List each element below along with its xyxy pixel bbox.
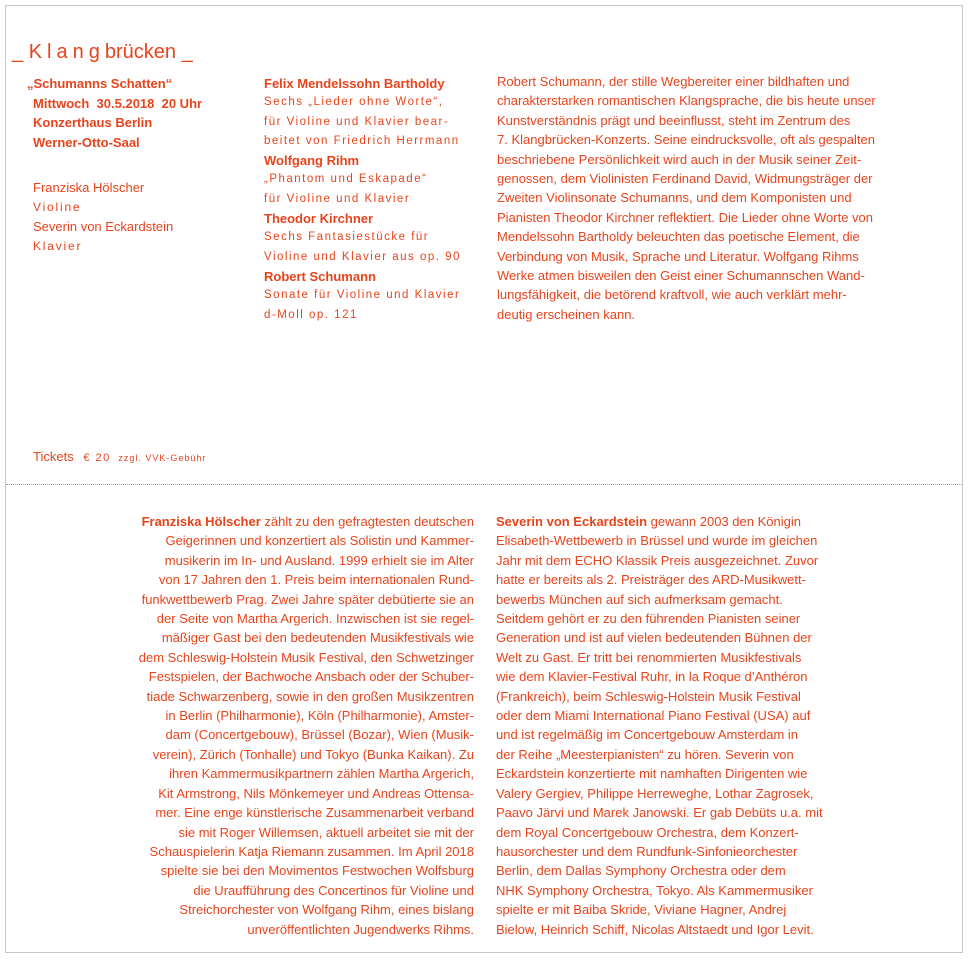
bio-line: NHK Symphony Orchestra, Tokyo. Als Kammermusiker	[496, 882, 813, 898]
intro-line: Pianisten Theodor Kirchner reflektiert. Die Lieder ohne Worte von	[497, 209, 873, 225]
bio-line: mer. Eine enge künstlerische Zusammenarbeit verband	[155, 805, 474, 821]
bio-line: Welt zu Gast. Er tritt bei renommierten Musikfestivals	[496, 649, 802, 665]
bio-line: Seitdem gehört er zu den führenden Pianisten seiner	[496, 611, 801, 627]
bio-line: und ist regelmäßig im Concertgebouw Amsterdam in	[496, 727, 799, 743]
bio-line: dem Schleswig-Holstein Musik Festival, den Schwetzinger	[138, 649, 474, 665]
intro-line: Verbindung von Musik, Sprache und Literatur. Wolfgang Rihms	[497, 248, 859, 264]
bio-line: Valery Gergiev, Philippe Herreweghe, Lothar Zagrosek,	[496, 785, 814, 801]
flyer-page	[5, 5, 963, 953]
tickets-info	[33, 448, 206, 467]
event-title: „Schumanns Schatten“	[27, 76, 173, 91]
bio-line: mäßiger Gast bei den bedeutenden Musikfestivals wie	[161, 630, 474, 646]
bio-hoelscher	[132, 512, 474, 939]
bio-line: wie dem Klavier-Festival Ruhr, in la Roque d’Anthéron	[496, 669, 808, 685]
intro-line: Mendelssohn Bartholdy beleuchten das poetische Element, die	[497, 229, 860, 245]
bio-line: spielte er mit Baiba Skride, Viviane Hagner, Andrej	[496, 902, 787, 918]
logo-bruecken: brücken	[104, 41, 176, 63]
event-date: Mittwoch 30.5.2018 20 Uhr	[33, 95, 203, 111]
program-work-line: Sechs „Lieder ohne Worte“,	[264, 96, 444, 109]
bio-line: spielte sie bei den Movimentos Festwochen Wolfsburg	[160, 863, 474, 879]
event-venue: Konzerthaus Berlin	[33, 115, 153, 130]
program-work-line: Sonate für Violine und Klavier	[264, 289, 461, 302]
logo-dash-left: _	[12, 41, 24, 63]
bio-line: gewann 2003 den Königin	[647, 514, 801, 529]
intro-line: 7. Klangbrücken-Konzerts. Seine eindrucksvolle, oft als gespalten	[497, 132, 875, 148]
performer-instrument: Klavier	[33, 238, 83, 253]
intro-line: Robert Schumann, der stille Wegbereiter einer bildhaften und	[497, 74, 850, 89]
dotted-divider	[6, 484, 962, 485]
intro-line: charakterstarken romantischen Klangsprache, die bis heute unser	[497, 93, 876, 109]
program-composer: Robert Schumann	[264, 268, 376, 284]
program-composer: Theodor Kirchner	[264, 211, 374, 227]
intro-line: deutig erscheinen kann.	[497, 306, 636, 322]
program-work-line: d-Moll op. 121	[264, 308, 358, 321]
bio-line: Berlin, dem Dallas Symphony Orchestra oder dem	[496, 863, 786, 879]
bio-line: dam (Concertgebouw), Brüssel (Bozar), Wien (Musik-	[165, 727, 474, 743]
intro-text	[497, 72, 917, 324]
ticket-price: € 20	[83, 452, 111, 464]
bio-line: Eckardstein konzertierte mit namhaften Dirigenten wie	[496, 766, 808, 782]
bio-line: Jahr mit dem ECHO Klassik Preis ausgezeichnet. Zuvor	[496, 552, 819, 568]
bio-line: ihren Kammermusikpartnern zählen Martha Argerich,	[169, 766, 474, 782]
bio-line: Kit Armstrong, Nils Mönkemeyer und Andreas Ottensa-	[158, 785, 474, 801]
bio-line: Paavo Järvi und Marek Janowski. Er gab Debüts u.a. mit	[496, 805, 823, 821]
program-work-line: „Phantom und Eskapade“	[264, 173, 428, 186]
bio-first-line	[132, 512, 474, 531]
bio-line: in Berlin (Philharmonie), Köln (Philharmonie), Amster-	[165, 708, 474, 724]
bio-line: dem Royal Concertgebouw Orchestra, dem Konzert-	[496, 824, 799, 840]
event-hall: Werner-Otto-Saal	[33, 134, 140, 150]
performer-name: Franziska Hölscher	[33, 180, 145, 195]
performers-list	[33, 178, 253, 256]
performer-instrument: Violine	[33, 199, 82, 214]
intro-line: Kunstverständnis prägt und beeinflusst, steht im Zentrum des	[497, 112, 851, 128]
performer-name: Severin von Eckardstein	[33, 219, 174, 234]
bio-line: die Uraufführung des Concertinos für Violine und	[193, 882, 474, 898]
bio-line: Schauspielerin Katja Riemann zusammen. Im April 2018	[149, 843, 474, 859]
program-work-line: Violine und Klavier aus op. 90	[264, 250, 461, 263]
program-composer: Wolfgang Rihm	[264, 153, 360, 169]
bio-line: hatte er bereits als 2. Preisträger des ARD-Musikwett-	[496, 572, 806, 588]
bio-line: Streichorchester von Wolfgang Rihm, eines bislang	[179, 902, 474, 918]
bio-line: verein), Zürich (Tonhalle) und Tokyo (Bunka Kaikan). Zu	[152, 746, 474, 762]
intro-line: genossen, dem Violinisten Ferdinand David, Widmungsträger der	[497, 171, 873, 187]
bio-line: Geigerinnen und konzertiert als Solistin und Kammer-	[165, 533, 474, 549]
bio-line: von 17 Jahren den 1. Preis beim internationalen Rund-	[158, 572, 474, 588]
program-work-line: für Violine und Klavier	[264, 192, 411, 205]
bio-line: sie mit Roger Willemsen, aktuell arbeitet sie mit der	[178, 824, 474, 840]
bio-line: der Reihe „Meesterpianisten“ zu hören. Severin von	[496, 746, 794, 762]
bio-name: Severin von Eckardstein	[496, 514, 648, 529]
bio-name: Franziska Hölscher	[141, 514, 261, 529]
intro-line: beschriebene Persönlichkeit wird auch in der Musik seiner Zeit-	[497, 151, 862, 167]
bio-line: funkwettbewerb Prag. Zwei Jahre später debütierte sie an	[141, 591, 474, 607]
bio-line: der Seite von Martha Argerich. Inzwischen ist sie regel-	[156, 611, 474, 627]
logo-dash-right: _	[181, 41, 193, 63]
ticket-fee: zzgl. VVK-Gebühr	[118, 453, 207, 463]
bio-line: zählt zu den gefragtesten deutschen	[260, 514, 474, 529]
intro-line: Werke atmen bisweilen den Geist einer Schumannschen Wand-	[497, 268, 865, 284]
intro-line: Zweiten Violinsonate Schumanns, und dem Komponisten und	[497, 190, 852, 206]
bio-line: Bielow, Heinrich Schiff, Nicolas Altstaedt und Igor Levit.	[496, 921, 814, 937]
bio-line: musikerin im In- und Ausland. 1999 erhielt sie im Alter	[164, 552, 474, 568]
bio-line: (Frankreich), beim Schleswig-Holstein Musik Festival	[496, 688, 801, 704]
bio-line: hausorchester und dem Rundfunk-Sinfonieorchester	[496, 843, 798, 859]
klangbruecken-logo	[12, 40, 193, 64]
bio-first-line	[496, 512, 830, 531]
program-list	[264, 74, 484, 325]
logo-klang: Klang	[28, 41, 105, 63]
bio-line: tiade Schwarzenberg, sowie in den großen Musikzentren	[146, 688, 474, 704]
program-work-line: für Violine und Klavier bear-	[264, 115, 450, 128]
program-work-line: beitet von Friedrich Herrmann	[264, 134, 460, 147]
bio-line: Festspielen, der Bachwoche Ansbach oder der Schuber-	[148, 669, 474, 685]
tickets-label: Tickets	[33, 449, 74, 464]
intro-line: lungsfähigkeit, die betörend kraftvoll, wie auch verklärt mehr-	[497, 287, 847, 303]
bio-line: Elisabeth-Wettbewerb in Brüssel und wurde im gleichen	[496, 533, 818, 549]
program-work-line: Sechs Fantasiestücke für	[264, 231, 430, 244]
bio-eckardstein	[496, 512, 830, 939]
bio-line: Generation und ist auf vielen bedeutenden Bühnen der	[496, 630, 812, 646]
bio-line: oder dem Miami International Piano Festival (USA) auf	[496, 708, 811, 724]
program-composer: Felix Mendelssohn Bartholdy	[264, 76, 445, 91]
bio-line: unveröffentlichten Jugendwerks Rihms.	[247, 921, 474, 937]
bio-line: bewerbs München auf sich aufmerksam gemacht.	[496, 591, 783, 607]
event-info	[27, 74, 253, 152]
